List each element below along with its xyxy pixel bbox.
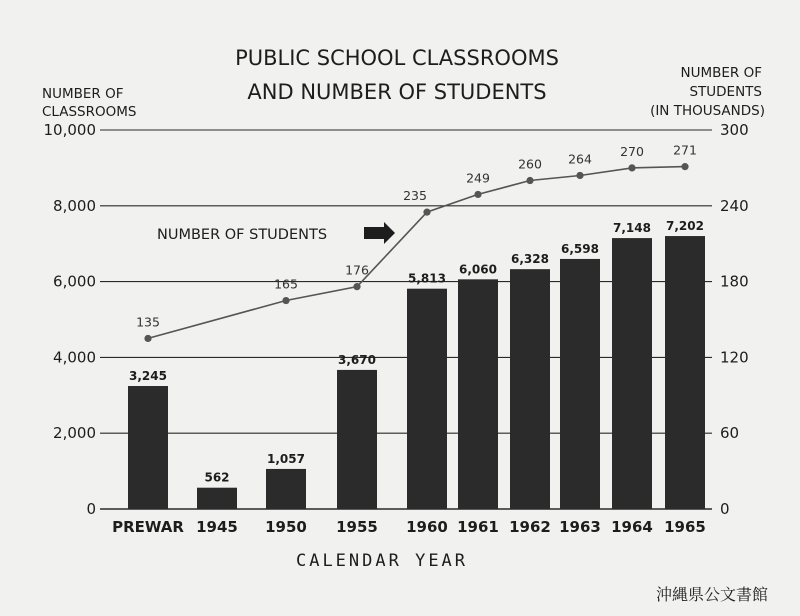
chart-title-line-2: AND NUMBER OF STUDENTS <box>247 80 547 104</box>
right-axis-title-line-1: NUMBER OF <box>680 65 762 81</box>
right-tick-label: 60 <box>720 424 740 443</box>
category-label: 1955 <box>336 518 378 536</box>
student-point <box>423 209 430 216</box>
bar <box>560 259 600 509</box>
bar <box>510 269 550 509</box>
student-value-label: 135 <box>136 314 160 330</box>
left-tick-label: 2,000 <box>53 424 96 443</box>
right-axis-title-line-2: STUDENTS <box>689 84 762 100</box>
bar <box>337 370 377 509</box>
right-tick-label: 120 <box>720 348 749 367</box>
left-tick-label: 10,000 <box>43 121 96 139</box>
left-tick-label: 8,000 <box>53 196 96 215</box>
right-tick-label: 180 <box>720 272 749 291</box>
category-label: 1950 <box>265 518 307 536</box>
student-point <box>576 172 583 179</box>
bar-value-label: 6,328 <box>511 252 549 267</box>
line-annotation: NUMBER OF STUDENTS <box>157 227 328 243</box>
category-label: 1960 <box>406 518 448 536</box>
left-axis-title-line-1: NUMBER OF <box>42 86 124 102</box>
student-point <box>681 163 688 170</box>
student-point <box>474 191 481 198</box>
right-tick-label: 0 <box>720 500 730 518</box>
bar-value-label: 6,060 <box>459 262 497 277</box>
left-tick-label: 4,000 <box>53 348 96 367</box>
left-tick-label: 6,000 <box>53 272 96 291</box>
right-tick-label: 240 <box>720 196 749 215</box>
category-label: 1964 <box>611 518 653 536</box>
student-point <box>526 177 533 184</box>
bar-value-label: 562 <box>204 470 230 485</box>
bar <box>612 238 652 509</box>
student-point <box>144 335 151 342</box>
bar-value-label: 7,148 <box>613 221 651 236</box>
bar-value-label: 3,245 <box>129 369 167 384</box>
arrow-right-icon <box>364 222 395 244</box>
bar-value-label: 7,202 <box>666 219 704 234</box>
left-tick-label: 0 <box>86 500 96 518</box>
chart-title-line-1: PUBLIC SCHOOL CLASSROOMS <box>235 46 559 70</box>
category-label: 1945 <box>196 518 238 536</box>
x-axis-title: CALENDAR YEAR <box>295 551 469 571</box>
category-label: 1962 <box>509 518 551 536</box>
bar <box>128 386 168 509</box>
right-axis-title-line-3: (IN THOUSANDS) <box>650 103 765 119</box>
bar <box>266 469 306 509</box>
student-value-label: 235 <box>403 188 427 204</box>
student-point <box>353 283 360 290</box>
bar <box>197 488 237 509</box>
student-value-label: 270 <box>620 143 644 159</box>
student-point <box>628 164 635 171</box>
bar <box>665 236 705 509</box>
right-tick-label: 300 <box>720 121 749 139</box>
archive-stamp: 沖縄県公文書館 <box>655 585 768 604</box>
student-value-label: 271 <box>673 142 697 158</box>
student-value-label: 264 <box>568 151 592 167</box>
student-value-label: 249 <box>466 170 490 186</box>
student-value-label: 176 <box>345 262 369 278</box>
category-label: 1961 <box>457 518 499 536</box>
category-label: 1965 <box>664 518 706 536</box>
bar-value-label: 5,813 <box>408 271 446 286</box>
bar-value-label: 6,598 <box>561 241 599 256</box>
category-label: PREWAR <box>112 518 184 536</box>
category-label: 1963 <box>559 518 601 536</box>
bar-value-label: 3,670 <box>338 352 376 367</box>
bar <box>458 279 498 509</box>
bar <box>407 289 447 509</box>
bar-value-label: 1,057 <box>267 451 305 466</box>
student-point <box>282 297 289 304</box>
student-value-label: 165 <box>274 276 298 292</box>
student-value-label: 260 <box>518 156 542 172</box>
left-axis-title-line-2: CLASSROOMS <box>42 104 137 120</box>
